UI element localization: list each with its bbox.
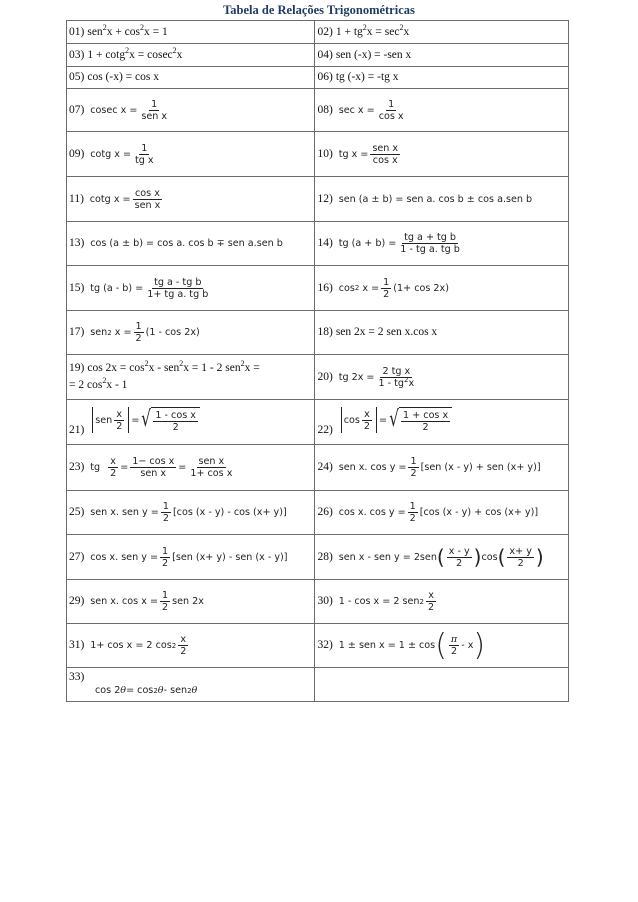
formula-cell: [315, 535, 569, 580]
formula-image: 1 - cos x = 2 sen 2 $\frac{x}{2}$: [338, 590, 435, 613]
formula-cell: [67, 21, 315, 44]
formula-number: 10): [317, 147, 333, 160]
formula-number: 20): [317, 370, 333, 383]
formula-image: sen 2 x = $\frac{1}{2}$ (1 - cos 2x): [90, 321, 200, 344]
formula-number: 24): [317, 461, 333, 473]
formula-number: 27): [69, 550, 85, 563]
formula-number: 32): [317, 639, 333, 651]
formula-image: cosec x = $\frac{1}{\text{sen x}}$: [90, 98, 168, 122]
formula-number: 17): [69, 326, 85, 338]
formula-cell: [67, 445, 315, 491]
formula-number: 01): [69, 25, 85, 38]
formula-cell: [67, 624, 315, 668]
formula-cell: [315, 580, 569, 624]
formula-cell: [67, 132, 315, 177]
formula-image: sen x - sen y = 2sen ( $\frac{x - y}{2}$ ) cos ( $\frac{x+ y}{2}$ ): [338, 545, 544, 569]
table-row: [67, 445, 569, 491]
formula-cell: [315, 311, 569, 355]
formula-text: sen 2x = 2 sen x.cos x: [335, 326, 438, 338]
formula-cell: [315, 491, 569, 535]
formula-image: sen $\frac{x}{2}$ = √ $\frac{\text{1 - cos x}}{2}$: [90, 407, 200, 433]
formula-image: cotg x = $\frac{\text{cos x}}{\text{sen x}}$: [89, 187, 161, 211]
formula-cell: [315, 445, 569, 491]
formula-number: 28): [317, 550, 333, 563]
formula-number: 18): [317, 326, 333, 338]
table-row: [67, 311, 569, 355]
formula-cell: [315, 355, 569, 400]
table-row: [67, 668, 569, 702]
formula-number: 02): [317, 25, 333, 38]
trig-relations-table: [66, 20, 569, 702]
table-row: [67, 266, 569, 311]
formula-cell: [67, 535, 315, 580]
formula-number: 13): [69, 237, 85, 249]
table-row: [67, 535, 569, 580]
formula-number: 12): [317, 192, 333, 205]
formula-cell: [315, 400, 569, 445]
formula-text: cos (-x) = cos x: [87, 71, 159, 83]
formula-number: 23): [69, 461, 85, 473]
table-row: [67, 67, 569, 89]
formula-image: cos $\frac{x}{2}$ = √ $\frac{\text{1 + cos x}}{2}$: [339, 407, 452, 433]
formula-image: tg x = $\frac{\text{sen x}}{\text{cos x}}$: [338, 142, 399, 166]
formula-number: 03): [69, 48, 85, 61]
table-row: [67, 624, 569, 668]
formula-cell: [67, 266, 315, 311]
formula-cell: [315, 177, 569, 222]
formula-image: sen x. cos y = $\frac{1}{2}$ [sen (x - y) + sen (x+ y)]: [338, 456, 541, 479]
table-row: [67, 132, 569, 177]
formula-cell: [67, 491, 315, 535]
page-title: Tabela de Relações Trigonométricas: [223, 3, 415, 17]
formula-number: 04): [317, 48, 333, 61]
formula-image: tg (a - b) = $\frac{\text{tg a - tg b}}{\text{1+ tg a. tg b}}$: [90, 276, 209, 300]
formula-cell: [67, 355, 315, 400]
formula-number: 15): [69, 281, 85, 294]
formula-number: 14): [317, 237, 333, 249]
formula-image: tg (a + b) = $\frac{\text{tg a + tg b}}{\text{1 - tg a. tg b}}$: [338, 232, 460, 255]
formula-number: 05): [69, 71, 85, 83]
formula-text: tg (-x) = -tg x: [335, 71, 399, 83]
table-row: [67, 222, 569, 266]
formula-image: sen x. sen y = $\frac{1}{2}$ [cos (x - y) - cos (x+ y)]: [90, 501, 287, 524]
formula-image: sen x. cos x = $\frac{1}{2}$ sen 2x: [90, 590, 204, 613]
formula-image: cos 2 x = $\frac{1}{2}$ (1+ cos 2x): [338, 276, 449, 300]
formula-number: 29): [69, 595, 85, 607]
table-row: [67, 177, 569, 222]
formula-number: 08): [317, 103, 333, 116]
formula-image: 1 ± sen x = 1 ± cos ( $\frac{\pi}{2}$ - x ): [338, 627, 486, 663]
formula-number: 31): [69, 639, 85, 651]
formula-number: 21): [69, 424, 85, 436]
formula-number: 30): [317, 595, 333, 607]
formula-image: cotg x = $\frac{1}{\text{tg x}}$: [90, 142, 154, 166]
formula-image: 1+ cos x = 2 cos 2 $\frac{x}{2}$: [90, 634, 187, 657]
formula-number: 11): [69, 192, 84, 205]
table-row: [67, 491, 569, 535]
formula-cell: [67, 400, 315, 445]
formula-cell: [315, 89, 569, 132]
formula-text: 1 + cotg$^2$x = cosec$^2$x: [87, 45, 183, 61]
formula-image: cos x. sen y = $\frac{1}{2}$ [sen (x+ y) - sen (x - y)]: [90, 545, 288, 569]
table-row: [67, 355, 569, 400]
formula-number: 07): [69, 103, 85, 116]
formula-number: 06): [317, 71, 333, 83]
formula-number: 09): [69, 147, 85, 160]
formula-image: tg 2x = $\frac{\text{2 tg x}}{1 - tg^2x}$: [338, 365, 415, 389]
formula-cell: [67, 222, 315, 266]
formula-text: sen (-x) = -sen x: [335, 48, 412, 61]
formula-image: cos 2 θ = cos 2 θ - sen 2 θ: [95, 685, 198, 696]
formula-image: cos (a ± b) = cos a. cos b ∓ sen a.sen b: [90, 238, 283, 249]
formula-cell: [67, 311, 315, 355]
formula-number: 25): [69, 506, 85, 518]
formula-text: $sen^2x + \cos^2x = 1$: [87, 22, 168, 38]
formula-cell: [315, 222, 569, 266]
formula-text: $1 + tg^2x = \sec^2x$: [335, 22, 410, 38]
formula-cell: [315, 132, 569, 177]
table-row: [67, 21, 569, 44]
formula-cell: [315, 44, 569, 67]
formula-image: sec x = $\frac{1}{\text{cos x}}$: [338, 98, 404, 122]
formula-cell: [67, 44, 315, 67]
formula-cell: [67, 67, 315, 89]
formula-image: cos x. cos y = $\frac{1}{2}$ [cos (x - y) + cos (x+ y)]: [338, 501, 539, 524]
formula-cell: [315, 624, 569, 668]
table-row: [67, 400, 569, 445]
formula-image: tg $\frac{x}{2}$ = $\frac{\text{1− cos x}}{\text{sen x}}$ = $\frac{\text{sen x}}{\text{1+ cos x}}$: [90, 456, 233, 479]
formula-number: 26): [317, 506, 333, 518]
table-row: [67, 89, 569, 132]
table-row: [67, 44, 569, 67]
formula-number: 19): [69, 362, 85, 374]
formula-cell: [67, 177, 315, 222]
formula-number: 33): [69, 671, 85, 683]
formula-cell: [67, 89, 315, 132]
formula-number: 22): [317, 424, 333, 436]
formula-image: sen (a ± b) = sen a. cos b ± cos a.sen b: [338, 193, 533, 205]
formula-cell: [315, 266, 569, 311]
formula-cell: [67, 580, 315, 624]
formula-cell: [67, 668, 315, 702]
formula-cell: [315, 67, 569, 89]
table-row: [67, 580, 569, 624]
empty-cell: [315, 668, 569, 702]
formula-text: 19) $\cos 2x = \cos^2x - sen^2x = 1 - 2$ sen$^2$x = = 2 $\cos^2x - 1$: [69, 359, 260, 391]
formula-number: 16): [317, 281, 333, 294]
formula-cell: [315, 21, 569, 44]
